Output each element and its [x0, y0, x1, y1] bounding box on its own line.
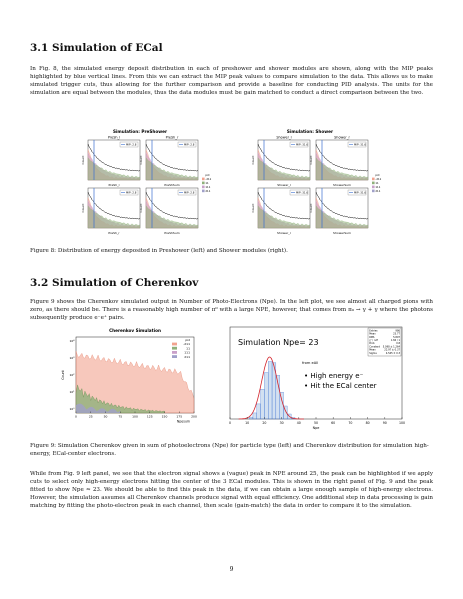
panel-xlabel: PreSh_r: [108, 231, 120, 235]
legend-label: 111: [184, 350, 190, 355]
x-tick-label: 25: [88, 414, 93, 419]
x-tick-label: 0: [228, 421, 232, 425]
pid-label: 111: [375, 186, 381, 189]
x-tick-label: 80: [365, 421, 370, 425]
pid-swatch: [372, 186, 375, 189]
npe-bar: [253, 413, 257, 419]
panel-xlabel: Shower_r: [277, 231, 291, 235]
preshower-figure: [81, 129, 212, 235]
panel-xlabel: ShowerSum: [333, 183, 351, 187]
x-tick-label: 40: [296, 421, 301, 425]
figure-9-caption: Figure 9: Simulation Cherenkov given in sum of photoelectrons (Npe) for particle type (left) and Cherenkov distribution for simulation high-energy, ECal-center electrons.: [30, 443, 429, 457]
npe-bar: [268, 361, 272, 419]
figure-title: Simulation: Shower: [286, 129, 334, 134]
panel-ylabel: Count: [139, 203, 143, 213]
panel-ylabel: Count: [81, 203, 85, 213]
legend-label: -211: [183, 342, 190, 347]
y-tick-label: 10³: [69, 356, 75, 360]
paragraph-cherenkov: Figure 9 shows the Cherenkov simulated output in Number of Photo-Electrons (Npe). In the left plot, we see almost all charged pions with zero, as there should be. There is a reasonably high number of π⁰ with a large NPE, however, that comes from π₀ → γ + γ where the photons subsequently produce e⁻e⁺ pairs.: [30, 299, 433, 321]
selection-label: from eAll: [302, 361, 319, 365]
stats-key: Prob: [369, 342, 375, 346]
x-tick-label: 125: [146, 414, 153, 419]
panel-ylabel: Count: [81, 155, 85, 165]
section-heading-3-2: [30, 277, 198, 289]
y-tick-label: 10²: [69, 373, 75, 377]
y-tick-label: 10⁴: [69, 339, 75, 343]
panel-ylabel: Count: [139, 155, 143, 165]
y-tick-label: 10¹: [69, 390, 75, 394]
histogram-panel: [81, 136, 140, 188]
stats-value: 0.8: [396, 342, 400, 346]
x-tick-label: 100: [132, 414, 138, 419]
pid-distribution: [146, 158, 198, 180]
stats-key: Mean: [369, 348, 376, 352]
x-tick-label: 0: [75, 414, 77, 419]
stats-value: 5.897: [393, 335, 400, 339]
figure-8-caption: Figure 8: Distribution of energy deposited in Preshower (left) and Shower modules (right).: [30, 248, 288, 254]
pid-swatch: [202, 186, 205, 189]
panel-xlabel: PreShSum: [164, 183, 180, 187]
npe-bar: [264, 372, 268, 419]
panel-xlabel: Shower_l: [277, 183, 291, 187]
shower-figure: [251, 129, 382, 235]
panel-title: Shower_r: [334, 135, 350, 140]
x-tick-label: 50: [313, 421, 319, 425]
pid-label: 11: [375, 182, 379, 185]
pid-swatch: [372, 178, 375, 181]
legend-label: 11: [186, 346, 190, 351]
histogram-panel: [309, 136, 368, 188]
pid-label: -211: [375, 178, 382, 181]
panel-title: PreSh_l: [107, 135, 121, 140]
legend-swatch: [172, 343, 177, 346]
pid-swatch: [372, 182, 375, 185]
npe-bar: [261, 389, 265, 419]
histogram-panel: [251, 136, 310, 188]
stats-key: χ² / ndf: [369, 339, 378, 342]
npe-bar: [280, 392, 284, 419]
legend-label: MIP: 2.8: [184, 143, 195, 147]
x-axis-label: Npesum: [176, 419, 190, 424]
x-tick-label: 60: [331, 421, 336, 425]
section-number: 3.1: [30, 42, 49, 54]
npe-annotation: Simulation Npe= 23: [238, 338, 319, 347]
figure-8: [80, 126, 400, 238]
x-tick-label: 200: [191, 414, 197, 419]
section-heading-3-1: [30, 42, 163, 54]
legend-swatch: [172, 347, 177, 350]
pid-distribution: [316, 158, 368, 180]
pid-distribution: [316, 206, 368, 228]
x-axis-label: Npe: [312, 426, 320, 430]
y-axis-label: Count: [61, 370, 65, 380]
x-tick-label: 90: [382, 421, 387, 425]
pid-distribution: [258, 158, 310, 180]
panel-ylabel: Count: [251, 203, 255, 213]
legend-label: MIP: 2.8: [184, 191, 195, 195]
selection-bullet: • High energy e⁻: [304, 372, 364, 380]
paragraph-discussion: While from Fig. 9 left panel, we see that the electron signal shows a (vague) peak in NPE around 25, the peak can be highlighted if we apply cuts to select only high-energy electrons hitting the center of the 3 ECal modules. This is shown in the right panel of Fig. 9 and the peak fitted to show Npe ≈ 23. We should be able to find this peak in the data, if we can obtain a large enough sample of high-energy electrons. However, the simulation assumes all Cherenkov channels produce signal with equal efficiency. One additional step in data processing is gain matching by fitting the photo-electron peak in each channel, then scale (gain-match) the data in order to compare it to the simulation.: [30, 471, 433, 509]
x-tick-label: 10: [245, 421, 250, 425]
pid-label: 211: [205, 190, 211, 193]
legend-label: MIP: 31.6: [296, 191, 309, 195]
figure-9: [60, 325, 405, 435]
pid-swatch: [202, 178, 205, 181]
pid-distribution: [146, 206, 198, 228]
plot-title: Cherenkov Simulation: [109, 328, 161, 333]
histogram-panel: [139, 136, 198, 188]
x-tick-label: 20: [262, 421, 267, 425]
panel-ylabel: Count: [309, 203, 313, 213]
stats-value: 4.545 ± 0.3: [385, 351, 400, 355]
x-tick-label: 175: [176, 414, 183, 419]
npe-bar: [257, 404, 261, 419]
stats-key: Constant: [369, 345, 380, 349]
pid-distribution: [258, 206, 310, 228]
histogram-panel: [81, 188, 140, 235]
paragraph-ecal: In Fig. 8, the simulated energy deposit distribution in each of preshower and shower modules are shown, along with the MIP peaks highlighted by blue vertical lines. From this we can extract the MIP peak values to compare simulation to the data. This allows us to make simulated trigger cuts, thus allowing for the further comparison and provide a baseline for conducting PID analysis. The units for the simulation are equal between the modules, thus the data modules must be gain matched to conduct a direct comparison between the two.: [30, 66, 433, 96]
pid-legend: [372, 173, 382, 193]
pid-legend: [202, 173, 212, 193]
stats-key: Mean: [369, 332, 376, 336]
legend-label: MIP: 2.8: [126, 143, 137, 147]
pid-label: -211: [205, 178, 212, 181]
stats-key: Sigma: [369, 351, 377, 355]
panel-xlabel: PreShSum: [164, 231, 180, 235]
x-tick-label: 75: [118, 414, 123, 419]
pid-swatch: [202, 182, 205, 185]
section-title: Simulation of ECal: [52, 42, 163, 54]
histogram-panel: [251, 188, 310, 235]
stats-value: 5.098 ± 1.264: [382, 345, 400, 349]
panel-xlabel: PreSh_l: [108, 183, 120, 187]
selection-bullet: • Hit the ECal center: [304, 382, 377, 390]
stats-value: 23.77: [393, 332, 400, 336]
stats-key: RMS: [369, 335, 375, 339]
section-title: Simulation of Cherenkov: [52, 277, 199, 289]
legend-swatch: [172, 351, 177, 354]
y-tick-label: 10⁰: [69, 407, 75, 411]
pid-label: 11: [205, 182, 209, 185]
pid-distribution: [88, 206, 140, 228]
legend-label: 211: [184, 354, 190, 359]
page-number: 9: [229, 566, 234, 573]
pid-label: pid: [375, 174, 380, 177]
pid-swatch: [202, 190, 205, 193]
legend-label: pid: [185, 338, 190, 342]
stats-value: 986: [395, 329, 400, 333]
histogram-panel: [309, 188, 368, 235]
x-tick-label: 100: [398, 421, 405, 425]
section-number: 3.2: [30, 277, 49, 289]
panel-title: PreSh_r: [165, 135, 179, 140]
panel-title: Shower_l: [276, 135, 292, 140]
stats-key: Entries: [369, 329, 378, 333]
stats-value: 22.97 ± 0.37: [384, 348, 400, 352]
pid-label: 211: [375, 190, 381, 193]
pid-swatch: [372, 190, 375, 193]
pid-distribution: [88, 158, 140, 180]
panel-ylabel: Count: [251, 155, 255, 165]
panel-xlabel: ShowerSum: [333, 231, 351, 235]
legend-label: MIP: 2.8: [126, 191, 137, 195]
panel-ylabel: Count: [309, 155, 313, 165]
legend-label: MIP: 31.6: [354, 191, 367, 195]
stats-value: 1.84 / 1: [390, 339, 400, 342]
pid-label: pid: [205, 174, 210, 177]
x-tick-label: 30: [279, 421, 284, 425]
figure-title: Simulation: PreShower: [112, 129, 168, 134]
cherenkov-npe-fit-plot: [229, 327, 405, 430]
x-tick-label: 150: [161, 414, 168, 419]
histogram-panel: [139, 188, 198, 235]
npe-bar: [249, 417, 253, 419]
legend-label: MIP: 31.6: [354, 143, 367, 147]
pid-label: 111: [205, 186, 211, 189]
cherenkov-pid-plot: [61, 328, 197, 424]
x-tick-label: 50: [103, 414, 108, 419]
legend-swatch: [172, 355, 177, 358]
legend-label: MIP: 31.6: [296, 143, 309, 147]
x-tick-label: 70: [348, 421, 353, 425]
